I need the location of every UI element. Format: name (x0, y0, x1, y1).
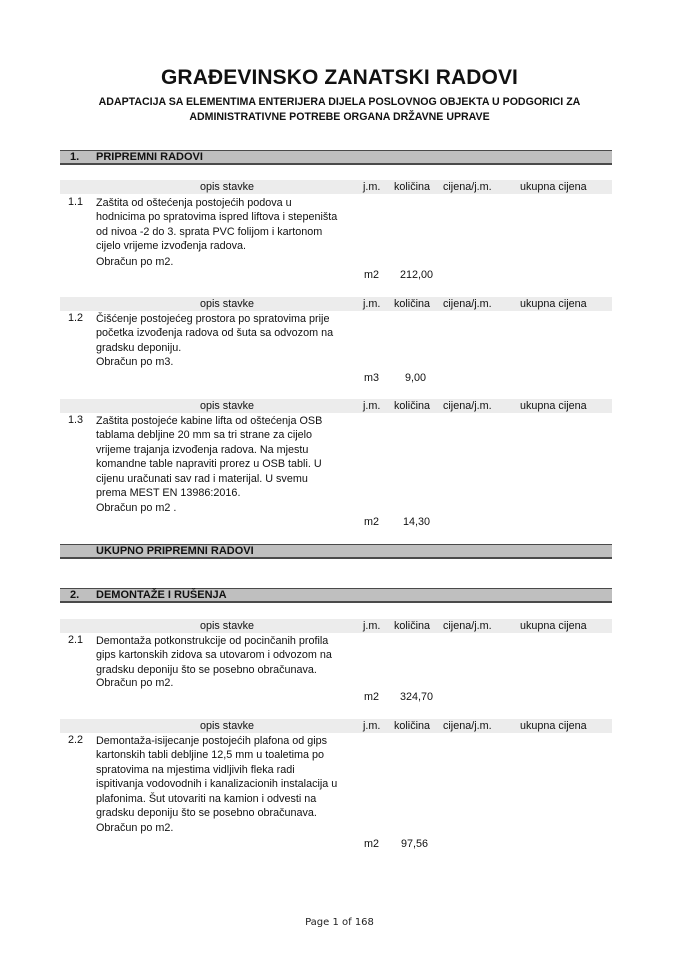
description-line: Zaštita postojeće kabine lifta od oštećenja OSB (96, 415, 323, 427)
column-kolicina: količina (394, 720, 431, 732)
column-opis: opis stavke (200, 720, 255, 732)
item-obracun: Obračun po m3. (96, 356, 174, 368)
description-line: tablama debljine 20 mm sa tri strane za cijelo (96, 429, 313, 442)
description-line: Demontaža-isijecanje postojećih plafona od gips (96, 735, 328, 747)
column-cijena: cijena/j.m. (443, 720, 492, 732)
column-kolicina: količina (394, 298, 431, 310)
column-opis: opis stavke (200, 298, 255, 310)
section-number: 2. (70, 589, 80, 601)
column-kolicina: količina (394, 620, 431, 632)
description-line: cijenu uračunati sav rad i materijal. U svemu (96, 472, 308, 485)
document-subtitle-line-1: ADAPTACIJA SA ELEMENTIMA ENTERIJERA DIJELA POSLOVNOG OBJEKTA U PODGORICI ZA (98, 96, 581, 108)
description-line: spratovima na mjestima vidljivih fleka radi (96, 763, 295, 776)
column-header-row (60, 297, 612, 311)
description-line: hodnicima po spratovima ispred liftova i stepeništa (96, 211, 338, 224)
description-line: gradsku deponiju što se posebno obračunava. (96, 663, 317, 676)
item-quantity: 14,30 (402, 516, 430, 528)
column-header-row (60, 180, 612, 194)
description-line: cijelo vrijeme izvođenja radova. (96, 240, 247, 253)
column-jm: j.m. (363, 720, 381, 732)
item-unit: m2 (364, 691, 379, 703)
item-quantity: 9,00 (404, 372, 426, 384)
column-opis: opis stavke (200, 400, 255, 412)
section-header-1 (60, 150, 612, 165)
description-line: od nivoa -2 do 3. sprata PVC folijom i kartonom (96, 225, 323, 238)
item-number: 1.3 (68, 414, 84, 426)
description-line: gips kartonskih zidova sa utovarom i odvozom na (96, 649, 332, 662)
item-number: 2.2 (68, 734, 84, 746)
description-line: ispitivanja vodovodnih i kanalizacionih instalacija u (96, 778, 338, 791)
item-description (96, 734, 386, 820)
description-line: vrijeme trajanja izvođenja radova. Na mjestu (96, 443, 309, 456)
item-description (96, 196, 371, 254)
item-obracun: Obračun po m2 . (96, 502, 177, 514)
column-ukupno: ukupna cijena (520, 298, 587, 310)
description-line: prema MEST EN 13986:2016. (96, 487, 241, 500)
description-line: Demontaža potkonstrukcije od pocinčanih profila (96, 635, 329, 647)
section-header-2 (60, 588, 612, 603)
column-cijena: cijena/j.m. (443, 181, 492, 193)
column-header-row (60, 719, 612, 733)
column-ukupno: ukupna cijena (520, 181, 587, 193)
section-total-label: UKUPNO PRIPREMNI RADOVI (96, 545, 254, 557)
item-unit: m2 (364, 838, 379, 850)
item-quantity: 97,56 (400, 838, 428, 850)
description-line: Zaštita od oštećenja postojećih podova u (96, 197, 292, 209)
section-title: DEMONTAŽE I RUŠENJA (96, 589, 227, 601)
column-opis: opis stavke (200, 620, 255, 632)
item-description (96, 414, 371, 500)
column-header-row (60, 619, 612, 633)
item-unit: m2 (364, 516, 379, 528)
description-line: plafonima. Šut utovariti na kamion i odvesti na (96, 792, 317, 805)
column-ukupno: ukupna cijena (520, 620, 587, 632)
item-obracun: Obračun po m2. (96, 677, 174, 689)
column-jm: j.m. (363, 181, 381, 193)
description-line: kartonskih tabli debljine 12,5 mm u toaletima po (96, 749, 325, 762)
item-description (96, 634, 371, 677)
column-jm: j.m. (363, 620, 381, 632)
item-number: 1.1 (68, 196, 84, 208)
item-obracun: Obračun po m2. (96, 256, 174, 268)
description-line: gradsku deponiju. (96, 341, 182, 354)
item-description (96, 312, 371, 355)
column-ukupno: ukupna cijena (520, 720, 587, 732)
document-subtitle-line-2: ADMINISTRATIVNE POTREBE ORGANA DRŽAVNE UPRAVE (189, 111, 490, 123)
item-obracun: Obračun po m2. (96, 822, 174, 834)
column-jm: j.m. (363, 400, 381, 412)
item-number: 2.1 (68, 634, 84, 646)
column-ukupno: ukupna cijena (520, 400, 587, 412)
description-line: gradsku deponiju što se posebno obračunava. (96, 807, 317, 820)
description-line: početka izvođenja radova od šuta sa odvozom na (96, 327, 334, 340)
item-quantity: 212,00 (399, 269, 433, 281)
description-line: komandne table napraviti prorez u OSB tabli. U (96, 458, 322, 471)
column-opis: opis stavke (200, 181, 255, 193)
column-kolicina: količina (394, 181, 431, 193)
column-cijena: cijena/j.m. (443, 400, 492, 412)
item-number: 1.2 (68, 312, 84, 324)
section-total-1 (60, 544, 612, 559)
page-number: Page 1 of 168 (305, 917, 374, 928)
column-cijena: cijena/j.m. (443, 620, 492, 632)
description-line: Čišćenje postojećeg prostora po spratovima prije (96, 313, 330, 325)
column-cijena: cijena/j.m. (443, 298, 492, 310)
item-unit: m3 (364, 372, 379, 384)
document-title: GRAĐEVINSKO ZANATSKI RADOVI (161, 66, 518, 89)
column-kolicina: količina (394, 400, 431, 412)
section-title: PRIPREMNI RADOVI (96, 151, 203, 163)
item-unit: m2 (364, 269, 379, 281)
item-quantity: 324,70 (399, 691, 433, 703)
section-number: 1. (70, 151, 80, 163)
column-header-row (60, 399, 612, 413)
column-jm: j.m. (363, 298, 381, 310)
